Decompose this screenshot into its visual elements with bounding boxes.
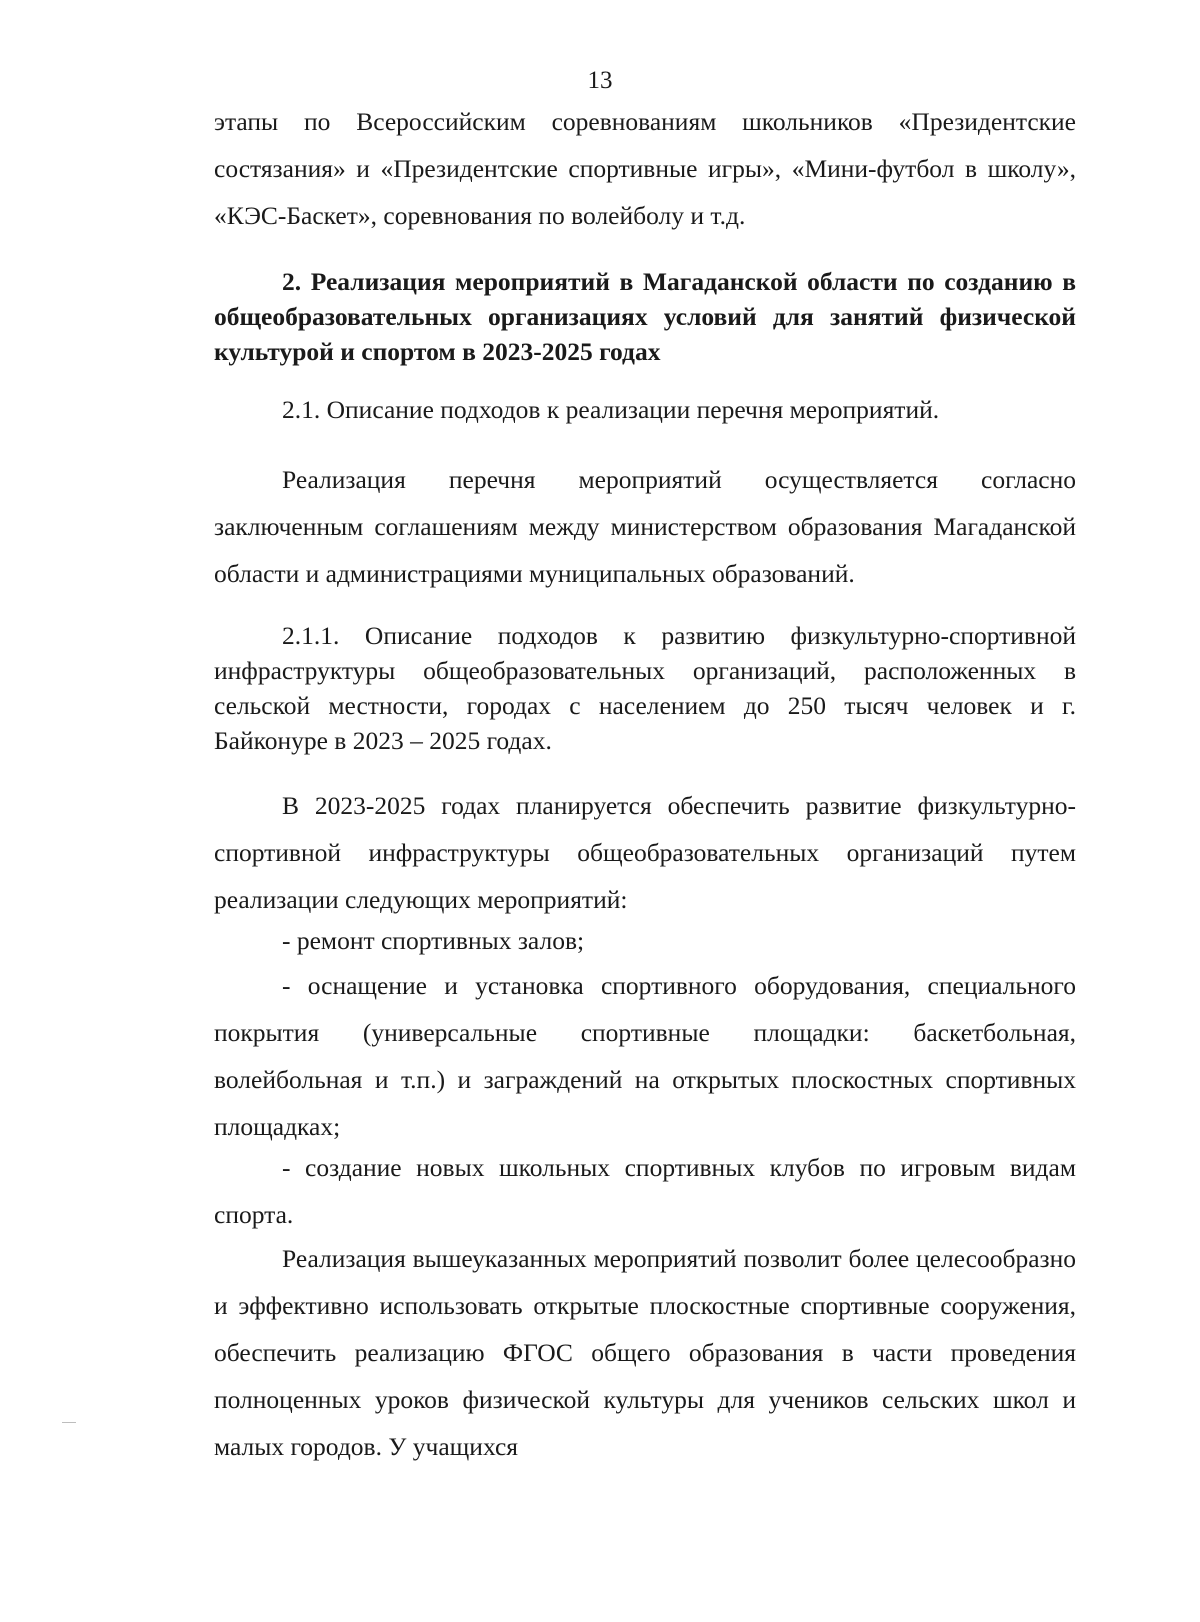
paragraph-plan: В 2023-2025 годах планируется обеспечить развитие физкультурно-спортивной инфраструктуры общеобразовательных организаций путем реализации следующих мероприятий: [214,791,1076,914]
paragraph-result: Реализация вышеуказанных мероприятий позволит более целесообразно и эффективно использовать открытые плоскостные спортивные сооружения, обеспечить реализацию ФГОС общего образования в части проведения полноценных уроков физической культуры для учеников сельских школ и малых городов. У учащихся [214,1244,1076,1461]
list-item: - создание новых школьных спортивных клубов по игровым видам спорта. [214,1153,1076,1229]
paragraph-agreements: Реализация перечня мероприятий осуществляется согласно заключенным соглашениям между министерством образования Магаданской области и администрациями муниципальных образований. [214,465,1076,588]
subsection-2-1-1: 2.1.1. Описание подходов к развитию физкультурно-спортивной инфраструктуры общеобразовательных организаций, расположенных в сельской местности, городах с населением до 250 тысяч человек и г. Байконуре в 2023 – 2025 годах. [214,621,1076,755]
subsection-2-1: 2.1. Описание подходов к реализации перечня мероприятий. [282,395,940,424]
list-item: - оснащение и установка спортивного оборудования, специального покрытия (универсальные спортивные площадки: баскетбольная, волейбольная и т.п.) и заграждений на открытых плоскостных спортивных площадках; [214,971,1076,1141]
section-heading: 2. Реализация мероприятий в Магаданской области по созданию в общеобразовательных организациях условий для занятий физической культурой и спортом в 2023-2025 годах [214,267,1076,366]
continuation-paragraph: этапы по Всероссийским соревнованиям школьников «Президентские состязания» и «Президентские спортивные игры», «Мини-футбол в школу», «КЭС-Баскет», соревнования по волейболу и т.д. [214,107,1076,230]
margin-mark [62,1422,76,1423]
list-item: - ремонт спортивных залов; [282,926,585,955]
page-number: 13 [587,67,613,94]
